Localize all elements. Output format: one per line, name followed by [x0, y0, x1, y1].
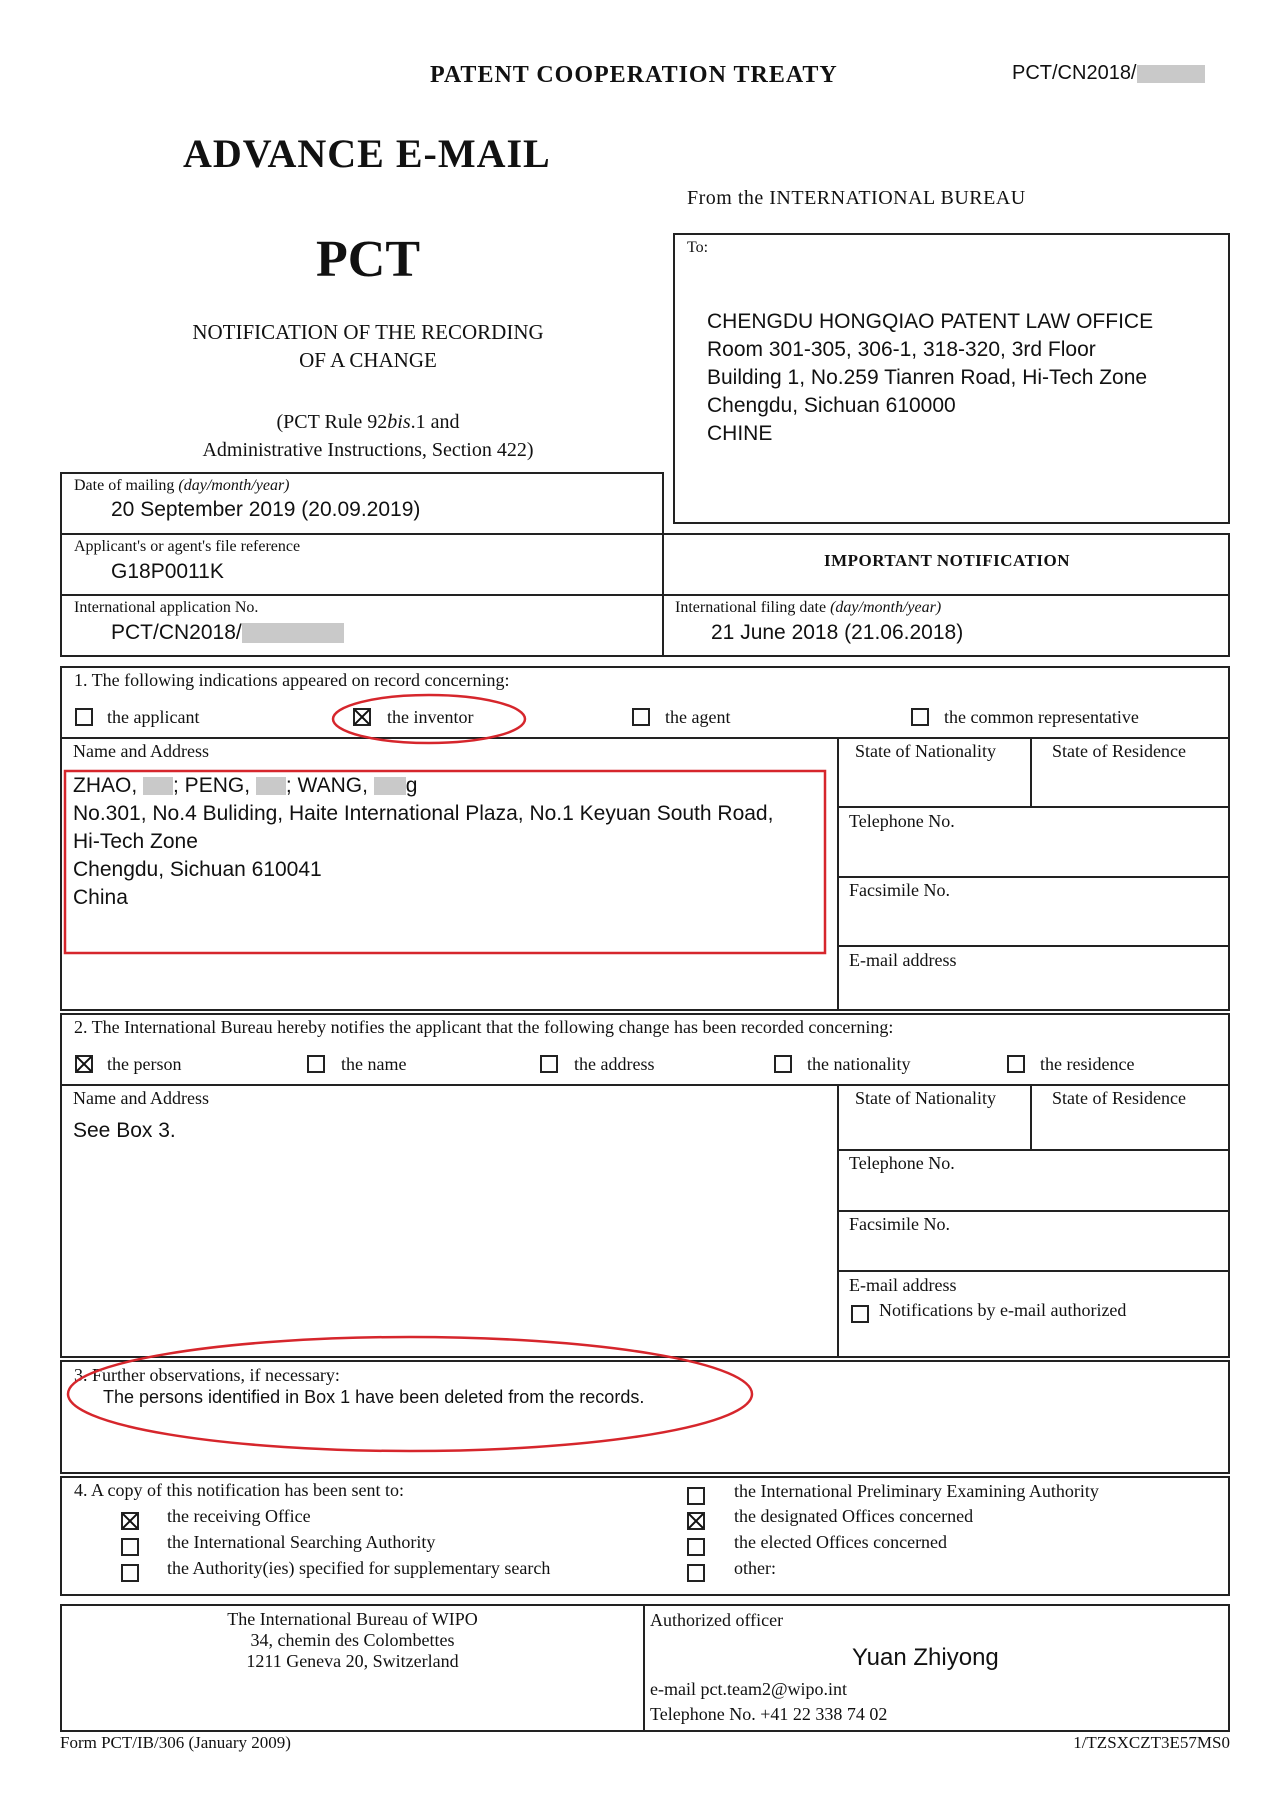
officer-email: e-mail pct.team2@wipo.int [650, 1679, 848, 1699]
box2-value: See Box 3. [73, 1119, 176, 1142]
to-label: To: [687, 239, 709, 256]
other-label: other: [734, 1558, 776, 1578]
important-notification: IMPORTANT NOTIFICATION [823, 551, 1071, 570]
option-applicant-label: the applicant [107, 707, 200, 727]
mailing-date-value: 20 September 2019 (20.09.2019) [111, 498, 421, 521]
recipient-line: CHENGDU HONGQIAO PATENT LAW OFFICE [707, 310, 1154, 333]
authorized-officer-name: Yuan Zhiyong [852, 1644, 999, 1671]
notification-title-line1: NOTIFICATION OF THE RECORDING [192, 320, 544, 344]
file-reference-value: G18P0011K [111, 560, 224, 583]
box1-residence-label: State of Residence [1052, 741, 1186, 761]
annotation-address-rectangle [65, 771, 825, 953]
filing-date-label: International filing date (day/month/year) [675, 599, 942, 616]
box1-facsimile-label: Facsimile No. [849, 880, 950, 900]
treaty-title: PATENT COOPERATION TREATY [430, 62, 838, 88]
recipient-line: CHINE [707, 422, 773, 445]
email-authorized-label: Notifications by e-mail authorized [879, 1300, 1127, 1320]
box1-email-label: E-mail address [849, 950, 957, 970]
inventor-address-line: Hi-Tech Zone [73, 830, 198, 853]
option-name-label: the name [341, 1054, 407, 1074]
wipo-address-line: The International Bureau of WIPO [227, 1609, 478, 1629]
international-application-label: International application No. [74, 599, 259, 616]
option-person-label: the person [107, 1054, 182, 1074]
officer-telephone: Telephone No. +41 22 338 74 02 [650, 1704, 888, 1724]
annotation-observation-ellipse [68, 1337, 752, 1451]
box1-name-address-label: Name and Address [73, 741, 209, 761]
pct-title: PCT [316, 231, 420, 288]
inventor-address-line: No.301, No.4 Buliding, Haite International Plaza, No.1 Keyuan South Road, [73, 802, 774, 825]
file-reference-label: Applicant's or agent's file reference [74, 538, 301, 555]
box2-facsimile-label: Facsimile No. [849, 1214, 950, 1234]
box2-nationality-label: State of Nationality [855, 1088, 996, 1108]
wipo-address-line: 1211 Geneva 20, Switzerland [246, 1651, 459, 1671]
designated-offices-label: the designated Offices concerned [734, 1506, 974, 1526]
from-international-bureau: From the INTERNATIONAL BUREAU [687, 187, 1026, 209]
rule-line1: (PCT Rule 92bis.1 and [276, 411, 460, 433]
advance-email-title: ADVANCE E-MAIL [183, 131, 551, 176]
wipo-address-line: 34, chemin des Colombettes [250, 1630, 455, 1650]
inventor-address-line: Chengdu, Sichuan 610041 [73, 858, 322, 881]
international-searching-authority-label: the International Searching Authority [167, 1532, 436, 1552]
international-application-value: PCT/CN2018/ [111, 621, 344, 645]
recipient-line: Room 301-305, 306-1, 318-320, 3rd Floor [707, 338, 1096, 361]
preliminary-examining-authority-label: the International Preliminary Examining Authority [734, 1481, 1099, 1501]
option-agent-label: the agent [665, 707, 731, 727]
box2-heading: 2. The International Bureau hereby notifies the applicant that the following change has been recorded concerning: [74, 1017, 894, 1037]
box2-residence-label: State of Residence [1052, 1088, 1186, 1108]
annotation-inventor-ellipse [333, 695, 525, 743]
mailing-date-label: Date of mailing (day/month/year) [74, 477, 290, 494]
notification-title-line2: OF A CHANGE [299, 348, 437, 372]
reference-top-text: PCT/CN2018/ [1012, 62, 1137, 84]
option-common-representative-label: the common representative [944, 707, 1139, 727]
option-inventor-label: the inventor [387, 707, 474, 727]
document-code: 1/TZSXCZT3E57MS0 [1073, 1733, 1230, 1752]
box3-text: The persons identified in Box 1 have been deleted from the records. [103, 1387, 645, 1407]
authorized-officer-label: Authorized officer [650, 1610, 784, 1630]
supplementary-search-authority-label: the Authority(ies) specified for supplementary search [167, 1558, 551, 1578]
box2-name-address-label: Name and Address [73, 1088, 209, 1108]
option-residence-label: the residence [1040, 1054, 1135, 1074]
box1-telephone-label: Telephone No. [849, 811, 955, 831]
box4-heading: 4. A copy of this notification has been sent to: [74, 1480, 404, 1500]
filing-date-value: 21 June 2018 (21.06.2018) [711, 621, 964, 644]
option-nationality-label: the nationality [807, 1054, 911, 1074]
option-address-label: the address [574, 1054, 655, 1074]
inventor-names: ZHAO, ; PENG, ; WANG, g [73, 774, 418, 797]
box2-telephone-label: Telephone No. [849, 1153, 955, 1173]
box3-heading: 3. Further observations, if necessary: [74, 1365, 340, 1385]
box2-email-label: E-mail address [849, 1275, 957, 1295]
recipient-line: Chengdu, Sichuan 610000 [707, 394, 956, 417]
inventor-address-line: China [73, 886, 128, 909]
rule-line2: Administrative Instructions, Section 422) [202, 439, 534, 461]
receiving-office-label: the receiving Office [167, 1506, 311, 1526]
elected-offices-label: the elected Offices concerned [734, 1532, 948, 1552]
box1-nationality-label: State of Nationality [855, 741, 996, 761]
form-number: Form PCT/IB/306 (January 2009) [60, 1733, 291, 1752]
box1-heading: 1. The following indications appeared on record concerning: [74, 670, 510, 690]
recipient-line: Building 1, No.259 Tianren Road, Hi-Tech Zone [707, 366, 1148, 389]
